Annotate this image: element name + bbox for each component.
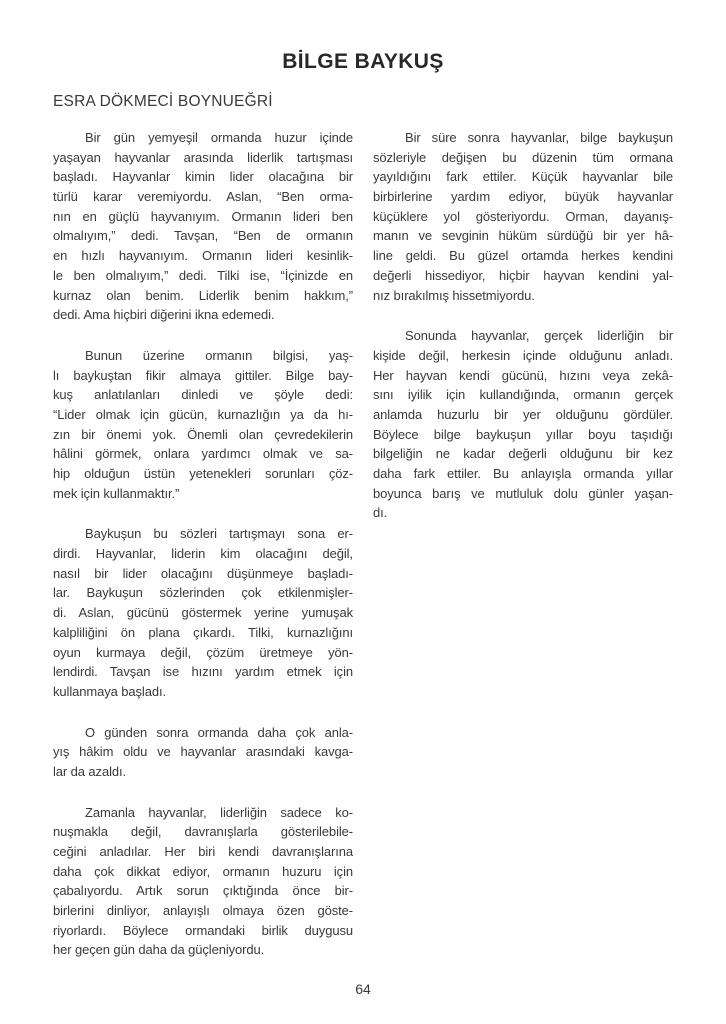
text-line: Bunun üzerine ormanın bilgisi, yaş-	[85, 347, 353, 363]
text-line: manın ve sevginin hüküm sürdüğü bir yer hâ-	[373, 228, 673, 244]
left-column	[53, 128, 353, 981]
text-line: mek için kullanmaktır.”	[53, 485, 180, 501]
text-line: nasıl bir lider olacağını düşünmeye başladı-	[53, 565, 353, 581]
page-number: 64	[355, 981, 371, 997]
text-line: kişide değil, herkesin içinde olduğunu anladı.	[373, 347, 673, 363]
text-line: başladı. Hayvanlar kimin lider olacağına bir	[53, 169, 353, 185]
text-line: bilgeliğin ne kadar değerli olduğunu bir kez	[373, 446, 673, 462]
text-line: yaşayan hayvanlar arasında liderlik tartışması	[53, 149, 353, 165]
text-line: yış hâkim oldu ve hayvanlar arasındaki kavga-	[53, 744, 353, 760]
text-line: anlamda huzurlu bir yer olduğunu gördüler.	[373, 406, 673, 422]
text-line: daha çok dikkat ediyor, ormanın huzuru için	[53, 863, 353, 879]
text-line: sözleriyle değişen bu düzenin tüm ormana	[373, 149, 673, 165]
text-line: nız bırakılmış hissetmiyordu.	[373, 287, 535, 303]
text-line: Her hayvan kendi gücünü, hızını veya zekâ-	[373, 367, 673, 383]
page-title: BİLGE BAYKUŞ	[282, 50, 444, 73]
text-columns	[53, 128, 673, 981]
text-line: le ben olmalıyım,” dedi. Tilki ise, “İçinizde en	[53, 267, 353, 283]
text-line: değerli hissediyor, hiçbir hayvan kendini yal-	[373, 267, 673, 283]
text-line: Baykuşun bu sözleri tartışmayı sona er-	[85, 526, 353, 542]
text-line: oyun kurmaya değil, çözüm üretmeye yön-	[53, 644, 353, 660]
paragraph	[53, 723, 353, 782]
text-line: di. Aslan, gücünü göstermek yerine yumuşak	[53, 605, 353, 621]
text-line: dirdi. Hayvanlar, liderin kim olacağını değil,	[53, 546, 353, 562]
paragraph	[53, 128, 353, 325]
text-line: kullanmaya başladı.	[53, 683, 166, 699]
text-line: hip olduğun üstün yetenekleri sorunları çöz-	[53, 466, 353, 481]
author-name: ESRA DÖKMECİ BOYNUEĞRİ	[53, 93, 273, 110]
right-column	[373, 128, 673, 981]
text-line: birbirlerine yardım ediyor, büyük hayvanlar	[373, 189, 673, 205]
text-line: zın bir önemi yok. Önemli olan çevredekilerin	[53, 426, 353, 442]
paragraph	[53, 346, 353, 504]
text-line: Bir süre sonra hayvanlar, bilge baykuşun	[405, 130, 673, 145]
text-line: boyunca barış ve mutluluk dolu günler yaşan-	[373, 485, 673, 501]
text-line: çabalıyordu. Artık sorun çıktığında önce bir-	[53, 883, 353, 899]
text-line: “Lider olmak için gücün, kurnazlığın ya da hı-	[53, 406, 353, 422]
text-line: Zamanla hayvanlar, liderliğin sadece ko-	[85, 804, 353, 820]
text-line: ceğini anladılar. Her biri kendi davranışlarına	[53, 844, 353, 859]
text-line: dı.	[373, 505, 388, 521]
text-line: O günden sonra ormanda daha çok anla-	[85, 724, 353, 740]
text-line: küçüklere yol gösteriyordu. Orman, dayanış-	[373, 208, 673, 224]
text-line: daha fark ettiler. Bu anlayışla ormanda yıllar	[373, 466, 673, 481]
text-line: lar da azaldı.	[53, 763, 127, 779]
text-line: Böylece bilge baykuşun yıllar boyu taşıdığı	[373, 426, 673, 442]
text-line: olmalıyım,” dedi. Tavşan, “Ben de ormanın	[53, 228, 353, 244]
paragraph	[373, 326, 673, 523]
text-line: dedi. Ama hiçbiri diğerini ikna edemedi.	[53, 307, 275, 323]
paragraph	[53, 524, 353, 701]
text-line: riyorlardı. Böylece ormandaki birlik duygusu	[53, 922, 353, 938]
text-line: sını iyilik için kullandığında, ormanın gerçek	[373, 387, 673, 403]
text-line: birlerini dinliyor, anlayışlı olmaya özen göste-	[53, 903, 353, 919]
paragraph	[373, 128, 673, 305]
text-line: nuşmakla değil, davranışlarla gösterilebile-	[53, 824, 353, 840]
text-line: kuş anlatılanları dinledi ve şöyle dedi:	[53, 387, 353, 403]
text-line: Bir gün yemyeşil ormanda huzur içinde	[85, 130, 353, 145]
text-line: hâlini görmek, onlara yardımcı olmak ve sa-	[53, 446, 353, 462]
text-line: yayıldığını fark ettiler. Küçük hayvanlar bile	[373, 169, 673, 185]
text-line: lendirdi. Tavşan ise hızını yardım etmek için	[53, 664, 353, 680]
text-line: line geldi. Bu güzel ortamda herkes kendini	[373, 248, 673, 264]
text-line: her geçen gün daha da güçleniyordu.	[53, 942, 265, 958]
text-line: lar. Baykuşun sözlerinden çok etkilenmişler-	[53, 585, 353, 601]
text-line: nın en güçlü hayvanıyım. Ormanın lideri ben	[53, 208, 353, 224]
text-line: en hızlı hayvanıyım. Ormanın lideri kesinlik-	[53, 248, 353, 264]
text-line: Sonunda hayvanlar, gerçek liderliğin bir	[405, 328, 673, 344]
text-line: lı baykuştan fikir almaya gittiler. Bilge bay-	[53, 367, 353, 383]
text-line: kalpliliğini ön plana çıkardı. Tilki, kurnazlığını	[53, 624, 353, 640]
text-line: türlü karar veremiyordu. Aslan, “Ben orma-	[53, 189, 353, 205]
paragraph	[53, 803, 353, 961]
text-line: kurnaz olan benim. Liderlik benim hakkım,”	[53, 287, 353, 303]
